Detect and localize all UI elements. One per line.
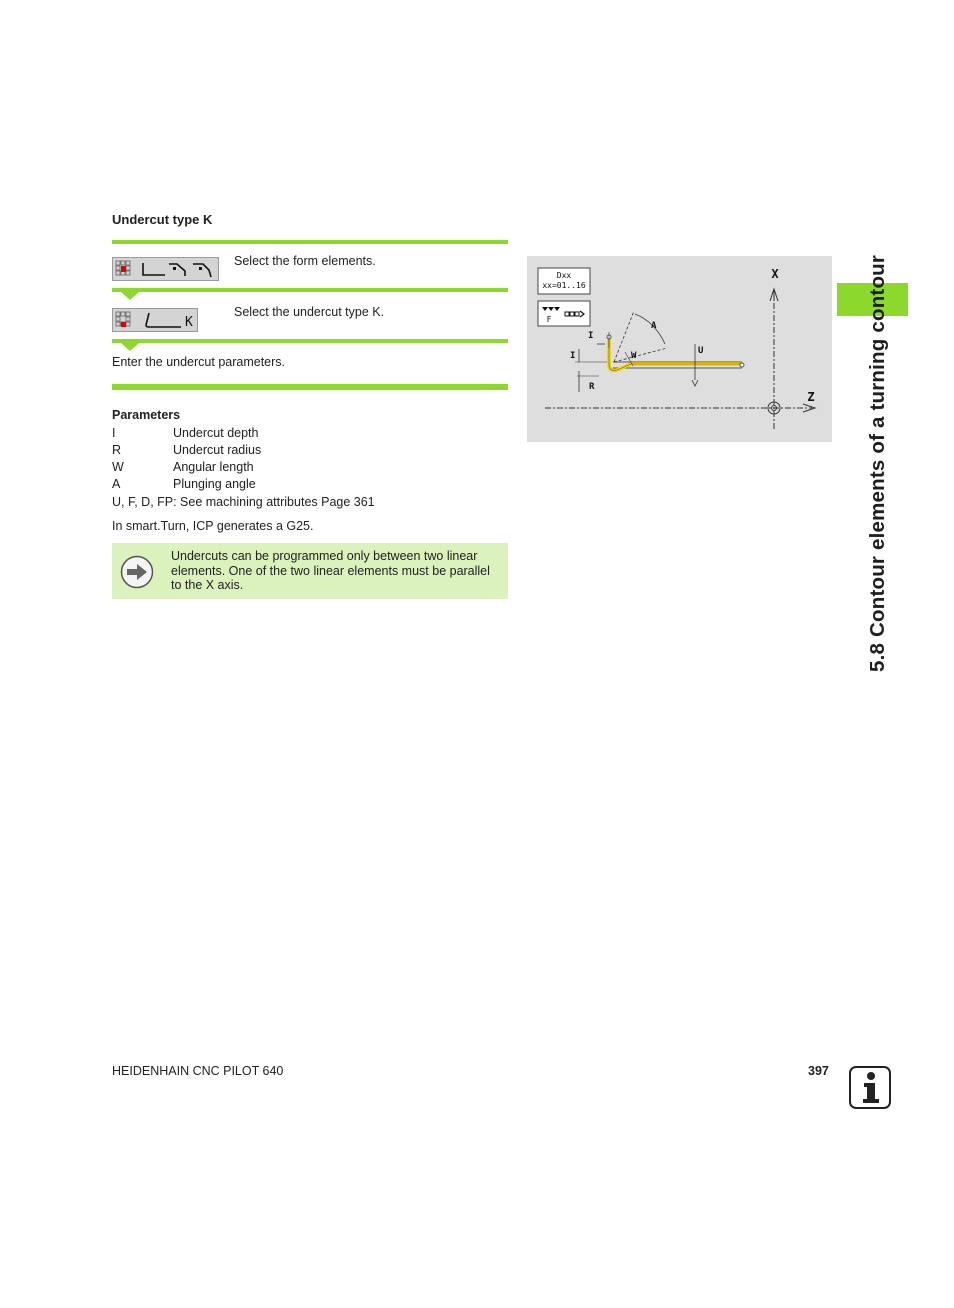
note-box [112, 543, 508, 599]
undercut-type-k-softkey-icon [112, 308, 198, 332]
chapter-side-title: 5.8 Contour elements of a turning contour [866, 254, 889, 672]
info-icon [849, 1066, 891, 1109]
label-a: A [651, 321, 657, 331]
green-divider [112, 240, 508, 244]
label-i-top: I [588, 331, 594, 341]
step-select-undercut-type: Select the undercut type K. [234, 305, 385, 319]
smartturn-note: In smart.Turn, ICP generates a G25. [112, 519, 314, 533]
green-divider [112, 288, 508, 292]
label-i-left: I [570, 351, 576, 361]
undercut-diagram [527, 256, 832, 442]
parameters-title: Parameters [112, 408, 181, 422]
svg-text:K: K [185, 315, 193, 330]
figure-box-line2: xx=01..16 [542, 281, 586, 290]
figure-box2-label: F [546, 315, 552, 324]
label-w: W [631, 351, 637, 361]
section-heading: Undercut type K [112, 212, 213, 227]
green-divider [112, 339, 508, 343]
step-arrow [121, 292, 139, 300]
green-divider-end [112, 384, 508, 390]
machining-attributes-ref: U, F, D, FP: See machining attributes Page 361 [112, 495, 375, 509]
x-axis-label: X [771, 267, 779, 281]
z-axis-label: Z [807, 390, 815, 404]
footer-product: HEIDENHAIN CNC PILOT 640 [112, 1064, 284, 1078]
step-arrow [121, 343, 139, 351]
arrow-right-icon [120, 555, 154, 589]
label-u: U [698, 346, 704, 356]
note-text: Undercuts can be programmed only between two linear elements. One of the two linear elements must be parallel to the X axis. [171, 549, 490, 592]
figure-box-line1: Dxx [556, 271, 572, 280]
label-r: R [589, 382, 595, 392]
step-select-form-elements: Select the form elements. [234, 254, 376, 268]
form-elements-softkey-icon [112, 257, 219, 281]
step-enter-parameters: Enter the undercut parameters. [112, 355, 286, 369]
page-number: 397 [808, 1064, 829, 1078]
